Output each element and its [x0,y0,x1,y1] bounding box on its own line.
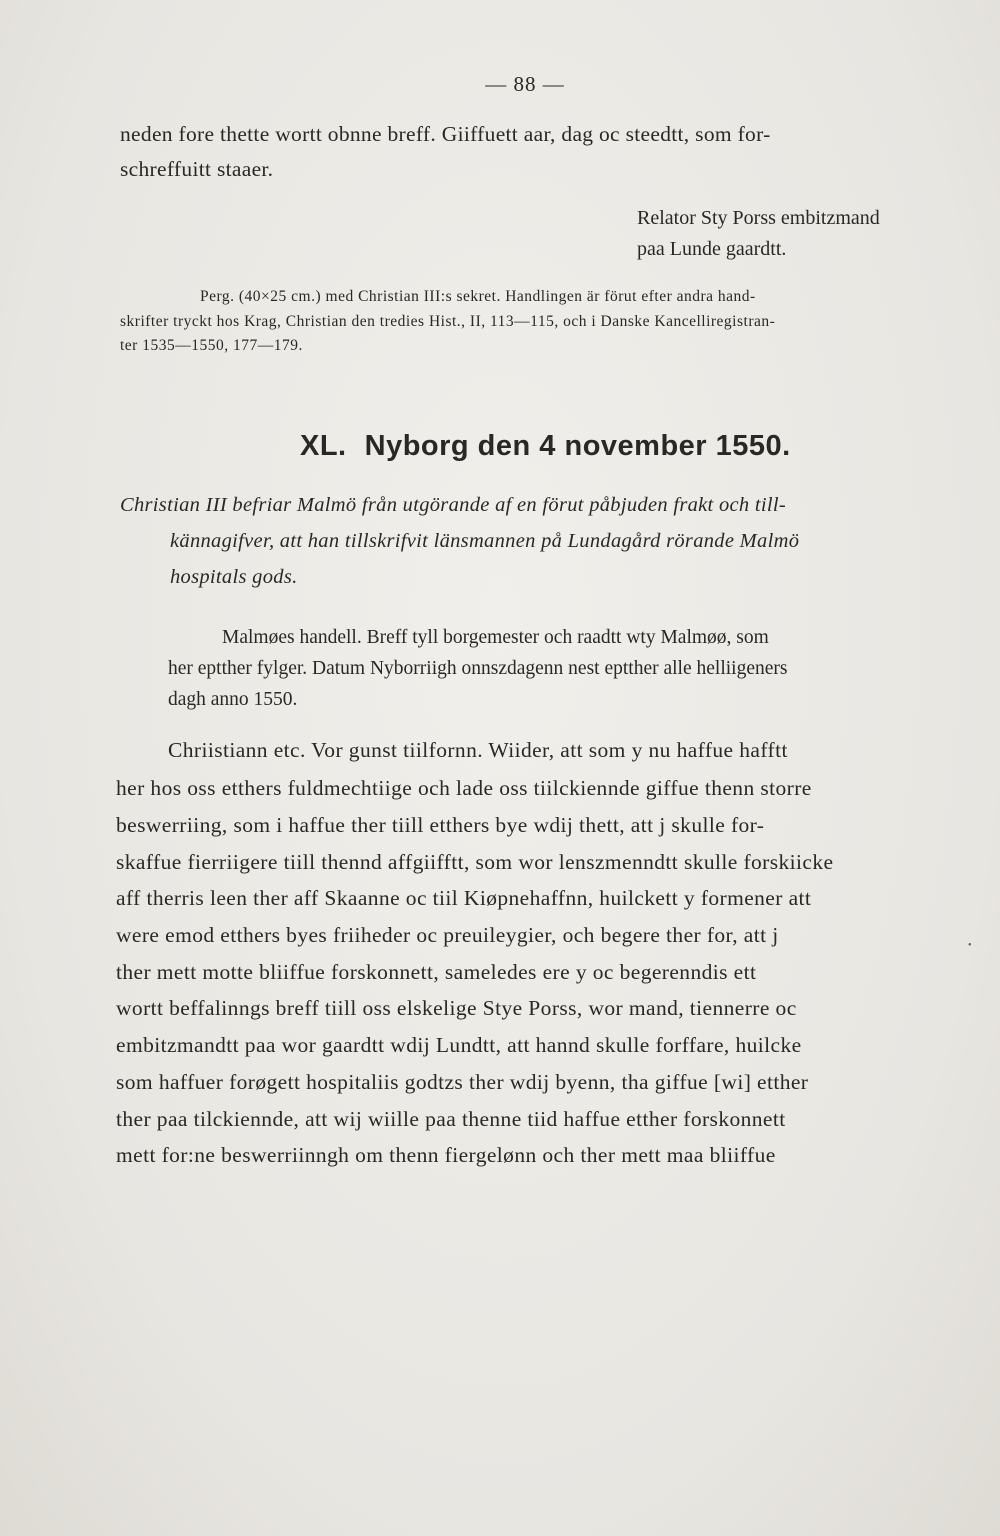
summary-line-1: Christian III befriar Malmö från utgörande af en förut påbjuden frakt och till- [120,494,786,516]
note-line-3: ter 1535—1550, 177—179. [120,337,303,354]
continuation-line-1: neden fore thette wortt obnne breff. Giiffuett aar, dag oc steedtt, som for- [120,122,771,146]
body-line-6: were emod etthers byes friiheder oc preuileygier, och begere ther for, att j [116,923,779,947]
summary-line-3: hospitals gods. [170,566,298,588]
intro-line-1: Malmøes handell. Breff tyll borgemester och raadtt wty Malmøø, som [222,627,769,648]
relator-line-2: paa Lunde gaardtt. [637,238,787,260]
continuation-line-2: schreffuitt staaer. [120,157,274,181]
body-line-8: wortt beffalinngs breff tiill oss elskelige Stye Porss, wor mand, tiennerre oc [116,996,797,1020]
body-line-12: mett for:ne beswerriinngh om thenn fiergelønn och ther mett maa bliiffue [116,1143,776,1167]
relator-line-1: Relator Sty Porss embitzmand [637,207,880,229]
document-title: Nyborg den 4 november 1550. [364,430,791,462]
document-number: XL. [300,430,347,462]
body-line-3: beswerriing, som i haffue ther tiill etthers bye wdij thett, att j skulle for- [116,813,765,837]
note-line-2: skrifter tryckt hos Krag, Christian den tredies Hist., II, 113—115, och i Danske Kancelliregistran- [120,313,776,330]
body-line-4: skaffue fierriigere tiill thennd affgiifftt, som wor lenszmenndtt skulle forskiicke [116,850,834,874]
body-line-5: aff therris leen ther aff Skaanne oc tiil Kiøpnehaffnn, huilckett y formener att [116,886,812,910]
summary-line-2: kännagifver, att han tillskrifvit länsmannen på Lundagård rörande Malmö [170,530,800,552]
intro-line-3: dagh anno 1550. [168,689,298,710]
intro-line-2: her eptther fylger. Datum Nyborriigh onnszdagenn nest eptther alle helliigeners [168,658,788,679]
body-line-7: ther mett motte bliiffue forskonnett, sameledes ere y oc begerenndis ett [116,960,757,984]
document-heading [300,430,791,463]
body-line-9: embitzmandtt paa wor gaardtt wdij Lundtt, att hannd skulle forffare, huilcke [116,1033,802,1057]
note-line-1: Perg. (40×25 cm.) med Christian III:s sekret. Handlingen är förut efter andra hand- [200,288,756,305]
body-line-2: her hos oss etthers fuldmechtiige och lade oss tiilckiennde giffue thenn storre [116,776,812,800]
body-line-11: ther paa tilckiennde, att wij wiille paa thenne tiid haffue etther forskonnett [116,1107,786,1131]
body-line-10: som haffuer forøgett hospitaliis godtzs ther wdij byenn, tha giffue [wi] etther [116,1070,809,1094]
body-line-1: Chriistiann etc. Vor gunst tiilfornn. Wiider, att som y nu haffue hafftt [168,738,788,762]
page-number: — 88 — [485,72,565,96]
margin-mark: • [968,940,972,951]
